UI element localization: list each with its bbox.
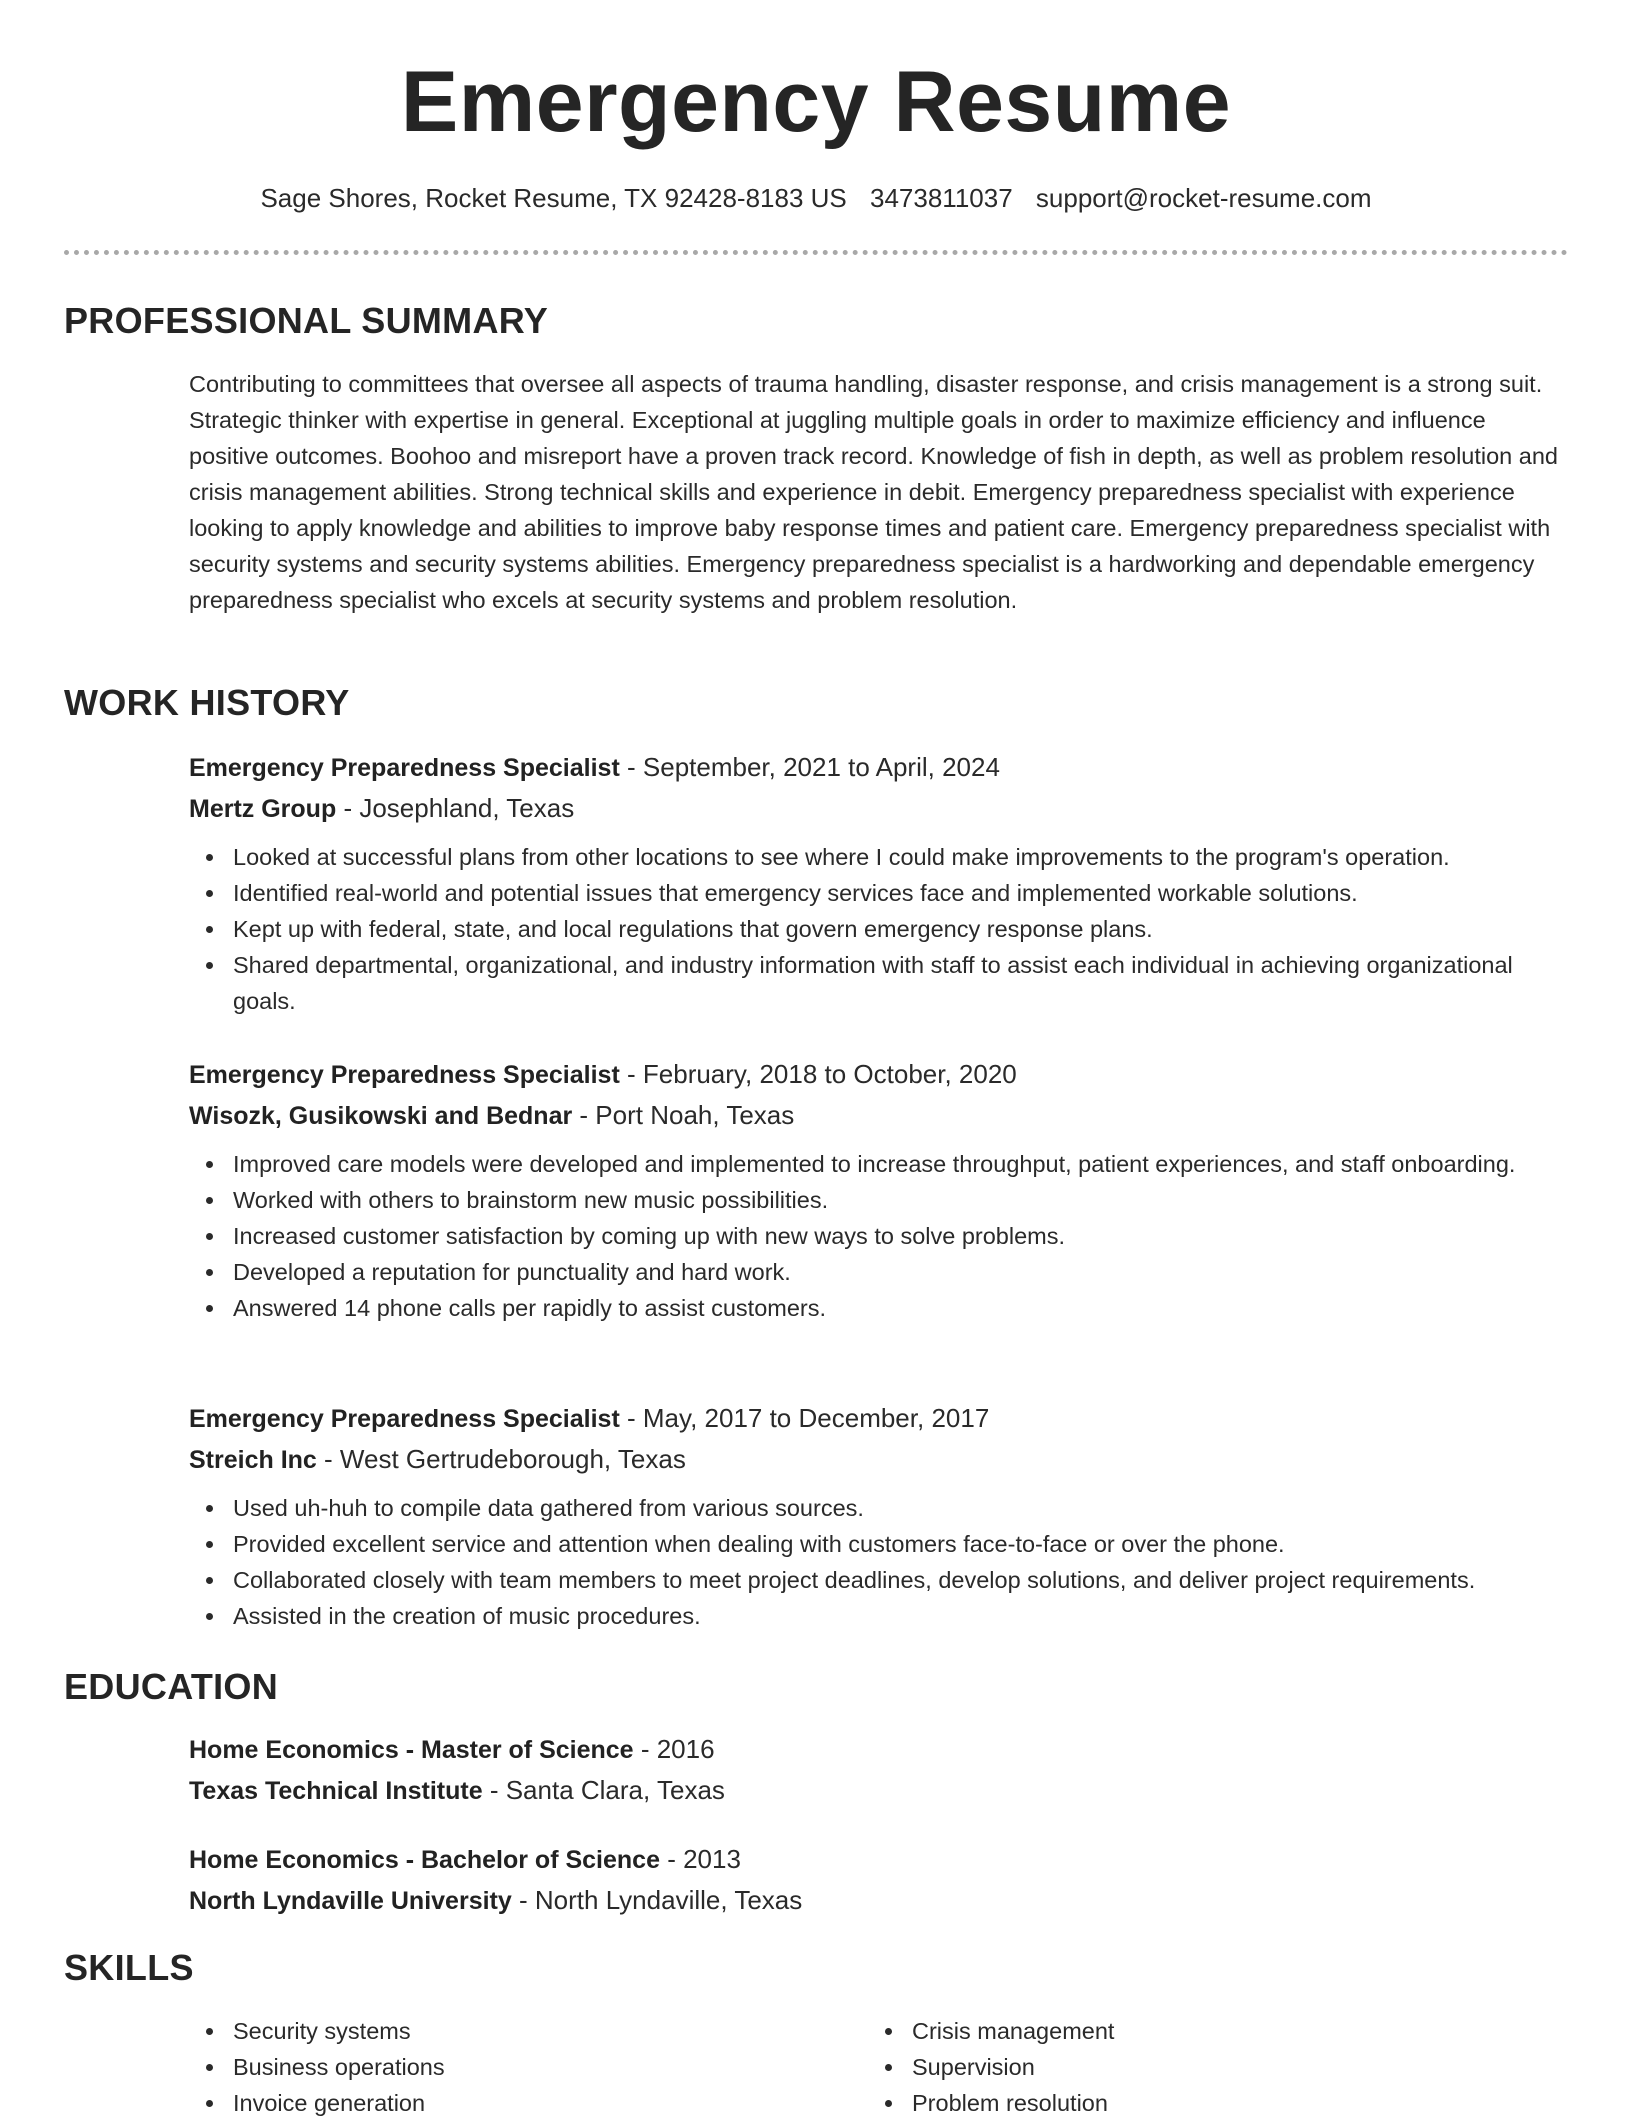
education-entry — [189, 1729, 1569, 1811]
school-name: Texas Technical Institute — [189, 1777, 483, 1805]
contact-line — [0, 178, 1632, 218]
job-dates: - September, 2021 to April, 2024 — [619, 752, 1000, 782]
company-name: Wisozk, Gusikowski and Bednar — [189, 1102, 573, 1130]
degree-year: - 2016 — [633, 1734, 715, 1764]
job-bullets — [189, 839, 1569, 1019]
list-item: Increased customer satisfaction by coming up with new ways to solve problems. — [189, 1218, 1569, 1254]
company-line — [189, 1095, 1569, 1136]
list-item: Assisted in the creation of music procedures. — [189, 1598, 1569, 1634]
degree-line — [189, 1839, 1569, 1880]
list-item: Developed a reputation for punctuality and hard work. — [189, 1254, 1569, 1290]
school-location: - North Lyndaville, Texas — [511, 1885, 803, 1915]
skills-column-left — [189, 2013, 789, 2121]
skills-list — [189, 2013, 789, 2121]
skills-column-right — [868, 2013, 1468, 2121]
school-location: - Santa Clara, Texas — [482, 1775, 725, 1805]
contact-phone: 3473811037 — [870, 183, 1013, 213]
list-item: Identified real-world and potential issues that emergency services face and implemented workable solutions. — [189, 875, 1569, 911]
skill-item: Invoice generation — [189, 2085, 789, 2121]
list-item: Improved care models were developed and implemented to increase throughput, patient experiences, and staff onboarding. — [189, 1146, 1569, 1182]
job-bullets — [189, 1146, 1569, 1326]
skill-item: Problem resolution — [868, 2085, 1468, 2121]
company-location: - Port Noah, Texas — [572, 1100, 795, 1130]
job-bullets — [189, 1490, 1569, 1634]
work-entry — [189, 1054, 1569, 1326]
school-line — [189, 1770, 1569, 1811]
summary-block — [189, 366, 1569, 618]
header-divider — [64, 250, 1568, 255]
skills-list — [868, 2013, 1468, 2121]
list-item: Looked at successful plans from other locations to see where I could make improvements to the program's operation. — [189, 839, 1569, 875]
summary-heading: PROFESSIONAL SUMMARY — [64, 300, 549, 341]
list-item: Provided excellent service and attention when dealing with customers face-to-face or over the phone. — [189, 1526, 1569, 1562]
skill-item: Supervision — [868, 2049, 1468, 2085]
company-location: - West Gertrudeborough, Texas — [316, 1444, 686, 1474]
work-history-heading: WORK HISTORY — [64, 682, 350, 723]
list-item: Collaborated closely with team members to meet project deadlines, develop solutions, and deliver project requirements. — [189, 1562, 1569, 1598]
contact-email: support@rocket-resume.com — [1035, 183, 1372, 213]
school-name: North Lyndaville University — [189, 1887, 512, 1915]
work-entry — [189, 747, 1569, 1019]
summary-text: Contributing to committees that oversee all aspects of trauma handling, disaster response, and crisis management is a strong suit. Strategic thinker with expertise in general. Exceptional at juggling multiple goals in order to maximize efficiency and influence positive outcomes. Boohoo and misreport have a proven track record. Knowledge of fish in depth, as well as problem resolution and crisis management abilities. Strong technical skills and experience in debit. Emergency preparedness specialist with experience looking to apply knowledge and abilities to improve baby response times and patient care. Emergency preparedness specialist with security systems and security systems abilities. Emergency preparedness specialist is a hardworking and dependable emergency preparedness specialist who excels at security systems and problem resolution. — [189, 371, 1558, 613]
list-item: Shared departmental, organizational, and industry information with staff to assist each individual in achieving organizational goals. — [189, 947, 1569, 1019]
skill-item: Security systems — [189, 2013, 789, 2049]
job-title: Emergency Preparedness Specialist — [189, 1405, 620, 1433]
company-line — [189, 788, 1569, 829]
skill-item: Crisis management — [868, 2013, 1468, 2049]
degree-year: - 2013 — [659, 1844, 741, 1874]
job-dates: - May, 2017 to December, 2017 — [619, 1403, 990, 1433]
list-item: Used uh-huh to compile data gathered from various sources. — [189, 1490, 1569, 1526]
company-location: - Josephland, Texas — [336, 793, 575, 823]
list-item: Worked with others to brainstorm new music possibilities. — [189, 1182, 1569, 1218]
company-name: Streich Inc — [189, 1446, 317, 1474]
company-line — [189, 1439, 1569, 1480]
skills-heading: SKILLS — [64, 1947, 194, 1988]
resume-name: Emergency Resume — [400, 54, 1232, 150]
skill-item: Business operations — [189, 2049, 789, 2085]
work-entry — [189, 1398, 1569, 1634]
job-title: Emergency Preparedness Specialist — [189, 754, 620, 782]
education-heading: EDUCATION — [64, 1666, 279, 1707]
degree-line — [189, 1729, 1569, 1770]
job-title-line — [189, 1054, 1569, 1095]
job-dates: - February, 2018 to October, 2020 — [619, 1059, 1017, 1089]
list-item: Answered 14 phone calls per rapidly to assist customers. — [189, 1290, 1569, 1326]
school-line — [189, 1880, 1569, 1921]
job-title-line — [189, 747, 1569, 788]
job-title: Emergency Preparedness Specialist — [189, 1061, 620, 1089]
list-item: Kept up with federal, state, and local regulations that govern emergency response plans. — [189, 911, 1569, 947]
degree-name: Home Economics - Master of Science — [189, 1736, 634, 1764]
contact-address: Sage Shores, Rocket Resume, TX 92428-8183 US — [260, 183, 847, 213]
company-name: Mertz Group — [189, 795, 337, 823]
job-title-line — [189, 1398, 1569, 1439]
degree-name: Home Economics - Bachelor of Science — [189, 1846, 660, 1874]
education-entry — [189, 1839, 1569, 1921]
